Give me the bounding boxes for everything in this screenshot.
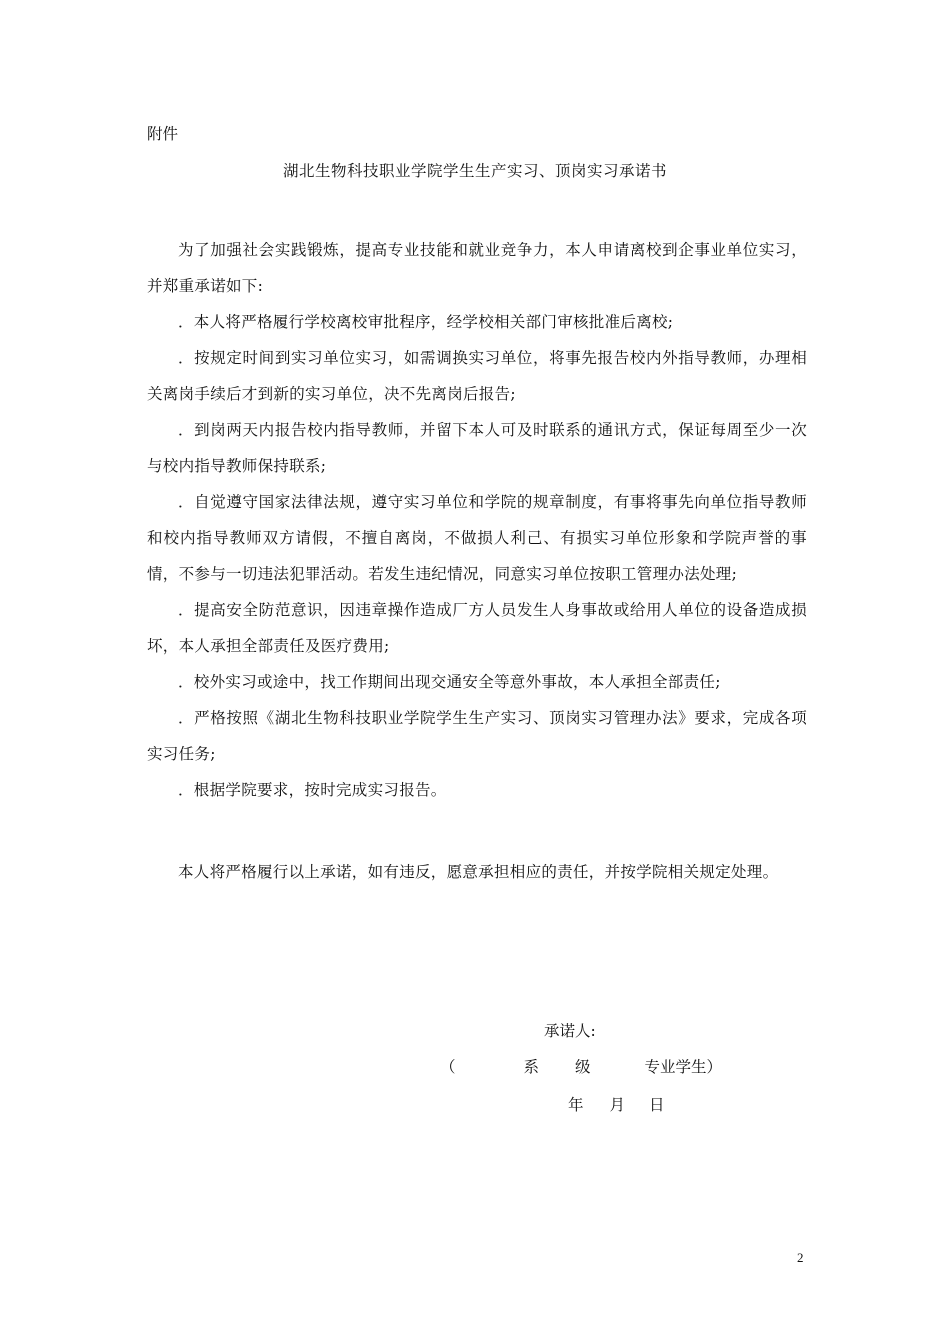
closing-paragraph: 本人将严格履行以上承诺，如有违反，愿意承担相应的责任，并按学院相关规定处理。 (178, 863, 779, 881)
document-title: 湖北生物科技职业学院学生生产实习、顶岗实习承诺书 (282, 162, 667, 180)
pledge-item-7: ．严格按照《湖北生物科技职业学院学生生产实习、顶岗实习管理办法》要求，完成各项实习任务; (147, 709, 807, 763)
pledge-item-2: ．按规定时间到实习单位实习，如需调换实习单位，将事先报告校内外指导教师，办理相关离岗手续后才到新的实习单位，决不先离岗后报告; (147, 349, 807, 403)
attachment-label: 附件 (147, 125, 179, 143)
open-paren: （ (440, 1058, 456, 1076)
pledge-item-3: ．到岗两天内报告校内指导教师，并留下本人可及时联系的通讯方式，保证每周至少一次与校内指导教师保持联系; (147, 421, 807, 475)
day-label: 日 (649, 1096, 665, 1114)
dept-label: 系 (523, 1058, 540, 1076)
pledge-item-6: ．校外实习或途中，找工作期间出现交通安全等意外事故，本人承担全部责任; (178, 673, 721, 691)
pledge-item-5: ．提高安全防范意识，因违章操作造成厂方人员发生人身事故或给用人单位的设备造成损坏，本人承担全部责任及医疗费用; (147, 601, 807, 655)
signatory-label: 承诺人: (544, 1022, 596, 1040)
signatory-info (440, 1057, 722, 1077)
pledge-item-4: ．自觉遵守国家法律法规，遵守实习单位和学院的规章制度，有事将事先向单位指导教师和校内指导教师双方请假，不擅自离岗，不做损人利己、有损实习单位形象和学院声誉的事情，不参与一切违法犯罪活动。若发生违纪情况，同意实习单位按职工管理办法处理; (147, 493, 807, 583)
page-number: 2 (797, 1250, 804, 1265)
intro-paragraph: 为了加强社会实践锻炼，提高专业技能和就业竞争力，本人申请离校到企事业单位实习，并郑重承诺如下: (147, 241, 807, 295)
grade-label: 级 (575, 1058, 591, 1076)
month-label: 月 (609, 1096, 626, 1114)
year-label: 年 (568, 1096, 584, 1114)
pledge-item-1: ．本人将严格履行学校离校审批程序，经学校相关部门审核批准后离校; (178, 313, 674, 331)
signature-date (568, 1095, 665, 1115)
pledge-item-8: ．根据学院要求，按时完成实习报告。 (178, 781, 447, 799)
major-student-label: 专业学生） (644, 1058, 723, 1076)
